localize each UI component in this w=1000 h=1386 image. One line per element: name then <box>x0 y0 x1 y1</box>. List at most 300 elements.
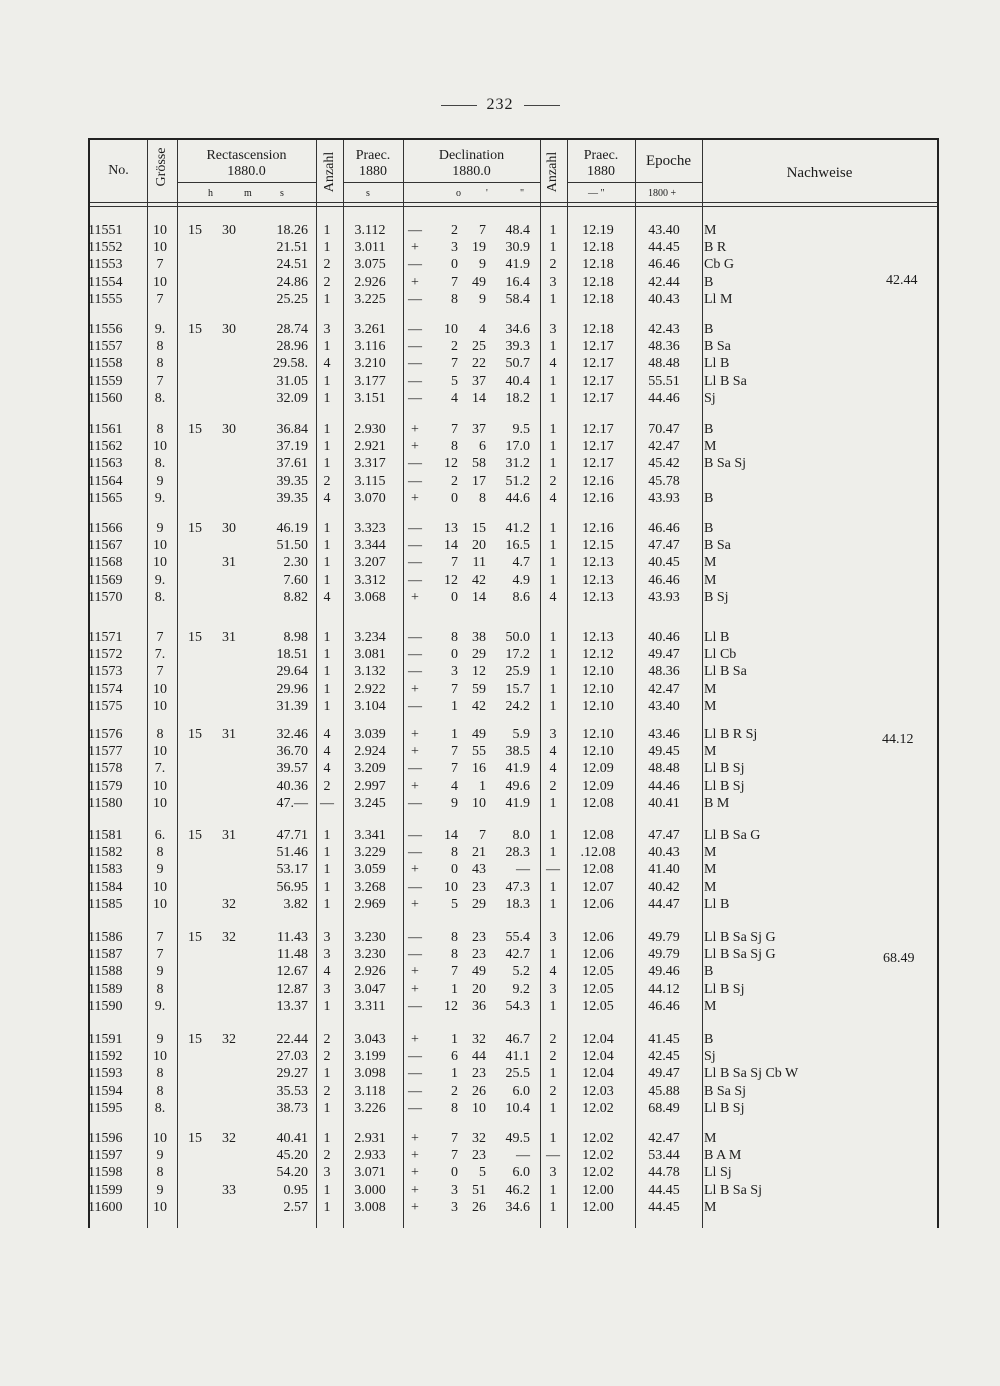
cell-s: 13.37 <box>276 998 308 1014</box>
col-rule <box>540 140 541 1228</box>
header-ra-epoch: 1880.0 <box>227 164 266 179</box>
cell-ep: 47.47 <box>648 538 680 554</box>
cell-n2: 4 <box>549 589 557 605</box>
cell-nw: B <box>704 322 714 337</box>
cell-dm: 29 <box>472 647 486 663</box>
header-decl-min: ' <box>486 188 488 199</box>
cell-ds: 6.0 <box>512 1165 530 1181</box>
cell-p1: 3.008 <box>354 1199 386 1215</box>
cell-ds: 31.2 <box>505 456 530 472</box>
cell-no: 11584 <box>88 879 123 895</box>
cell-ep: 42.47 <box>648 681 680 697</box>
cell-sg: — <box>408 473 422 489</box>
cell-n1: 1 <box>323 828 331 843</box>
cell-p2: 12.02 <box>582 1131 614 1146</box>
cell-sg: — <box>408 538 422 554</box>
cell-ds: — <box>516 862 530 878</box>
cell-n2: 1 <box>549 1182 557 1198</box>
cell-s: 8.82 <box>283 589 308 605</box>
cell-ep: 40.41 <box>648 795 680 811</box>
cell-n1: 1 <box>323 339 331 355</box>
margin-note: 42.44 <box>886 273 918 288</box>
cell-d: 7 <box>451 1131 458 1146</box>
cell-gr: 7 <box>156 664 164 680</box>
cell-p1: 3.230 <box>354 930 386 945</box>
cell-nw: M <box>704 744 717 760</box>
cell-nw: B <box>704 422 714 437</box>
cell-nw: Ll B Sa <box>704 664 747 680</box>
cell-n2: 2 <box>549 1083 557 1099</box>
cell-d: 7 <box>451 761 458 777</box>
cell-ds: 51.2 <box>505 473 530 489</box>
cell-no: 11588 <box>88 964 123 980</box>
cell-gr: 10 <box>153 555 167 571</box>
cell-p1: 3.312 <box>354 572 386 588</box>
cell-n2: 4 <box>549 356 557 372</box>
cell-sg: + <box>411 274 419 290</box>
cell-d: 2 <box>451 223 458 238</box>
cell-d: 3 <box>451 240 458 256</box>
cell-no: 11562 <box>88 439 123 455</box>
header-ra-s: s <box>280 188 284 199</box>
cell-no: 11551 <box>88 223 123 238</box>
cell-p2: 12.06 <box>582 947 614 963</box>
cell-sg: — <box>408 356 422 372</box>
cell-n1: 1 <box>323 1182 331 1198</box>
cell-nw: B Sa <box>704 339 731 355</box>
cell-n1: 2 <box>323 257 331 273</box>
cell-ds: 38.5 <box>505 744 530 760</box>
header-decl-deg: o <box>456 188 461 199</box>
cell-p2: 12.18 <box>582 257 614 273</box>
cell-d: 2 <box>451 473 458 489</box>
cell-n2: 1 <box>549 698 557 714</box>
cell-no: 11578 <box>88 761 123 777</box>
cell-ep: 44.46 <box>648 390 680 406</box>
cell-gr: 10 <box>153 879 167 895</box>
cell-p1: 2.930 <box>354 422 386 437</box>
cell-s: 29.58. <box>273 356 308 372</box>
header-epoche: Epoche <box>646 153 691 169</box>
cell-sg: — <box>408 828 422 843</box>
cell-d: 4 <box>451 390 458 406</box>
cell-p1: 2.924 <box>354 744 386 760</box>
cell-s: 24.86 <box>276 274 308 290</box>
cell-dm: 32 <box>472 1032 486 1047</box>
cell-p1: 3.199 <box>354 1049 386 1065</box>
cell-d: 12 <box>444 456 458 472</box>
cell-n2: 3 <box>549 1165 557 1181</box>
cell-ep: 49.47 <box>648 1066 680 1082</box>
cell-p2: 12.18 <box>582 240 614 256</box>
cell-s: 39.35 <box>276 490 308 506</box>
cell-p1: 2.926 <box>354 964 386 980</box>
cell-d: 9 <box>451 795 458 811</box>
cell-d: 7 <box>451 356 458 372</box>
cell-nw: Ll Cb <box>704 647 737 663</box>
cell-no: 11571 <box>88 630 123 645</box>
cell-p2: 12.10 <box>582 727 614 742</box>
cell-p1: 3.226 <box>354 1100 386 1116</box>
cell-s: 39.35 <box>276 473 308 489</box>
cell-p2: 12.18 <box>582 274 614 290</box>
cell-ds: 46.2 <box>505 1182 530 1198</box>
cell-sg: — <box>408 664 422 680</box>
cell-n2: 1 <box>549 1131 557 1146</box>
cell-p1: 3.043 <box>354 1032 386 1047</box>
cell-m: 32 <box>222 930 236 945</box>
cell-p2: 12.02 <box>582 1148 614 1164</box>
cell-n1: 4 <box>323 727 331 742</box>
cell-dm: 59 <box>472 681 486 697</box>
cell-ds: 49.6 <box>505 778 530 794</box>
cell-s: 18.26 <box>276 223 308 238</box>
cell-ds: 46.7 <box>505 1032 530 1047</box>
col-rule <box>147 140 148 1228</box>
cell-d: 1 <box>451 727 458 742</box>
cell-n1: 1 <box>323 1199 331 1215</box>
cell-nw: M <box>704 698 717 714</box>
cell-s: 7.60 <box>283 572 308 588</box>
cell-n1: 1 <box>323 647 331 663</box>
header-subrule <box>567 182 635 183</box>
cell-gr: 8 <box>156 422 164 437</box>
cell-nw: Ll B Sj <box>704 778 745 794</box>
cell-dm: 23 <box>472 1148 486 1164</box>
cell-n2: 1 <box>549 291 557 307</box>
cell-nw: Ll B Sa <box>704 373 747 389</box>
cell-no: 11592 <box>88 1049 123 1065</box>
cell-no: 11555 <box>88 291 123 307</box>
cell-nw: Ll B Sa Sj <box>704 1182 762 1198</box>
cell-n1: 2 <box>323 1148 331 1164</box>
cell-ep: 44.45 <box>648 1182 680 1198</box>
cell-dm: 22 <box>472 356 486 372</box>
cell-ds: 8.6 <box>512 589 530 605</box>
header-subrule <box>343 182 403 183</box>
cell-sg: — <box>408 257 422 273</box>
cell-ds: 9.2 <box>512 981 530 997</box>
col-rule <box>177 140 178 1228</box>
cell-p2: 12.00 <box>582 1199 614 1215</box>
cell-d: 10 <box>444 322 458 337</box>
cell-p1: 2.997 <box>354 778 386 794</box>
cell-dm: 49 <box>472 964 486 980</box>
cell-dm: 26 <box>472 1083 486 1099</box>
cell-nw: M <box>704 555 717 571</box>
cell-s: 37.61 <box>276 456 308 472</box>
cell-nw: Cb G <box>704 257 734 273</box>
cell-ds: 41.9 <box>505 761 530 777</box>
cell-dm: 29 <box>472 896 486 912</box>
cell-p2: 12.17 <box>582 390 614 406</box>
cell-s: 18.51 <box>276 647 308 663</box>
cell-h: 15 <box>188 422 202 437</box>
cell-no: 11570 <box>88 589 123 605</box>
cell-sg: + <box>411 490 419 506</box>
cell-s: 56.95 <box>276 879 308 895</box>
cell-s: 54.20 <box>276 1165 308 1181</box>
cell-n2: 1 <box>549 879 557 895</box>
cell-m: 31 <box>222 630 236 645</box>
cell-m: 30 <box>222 322 236 337</box>
cell-s: 11.43 <box>277 930 308 945</box>
cell-p1: 3.075 <box>354 257 386 273</box>
cell-gr: 9. <box>154 322 166 337</box>
cell-gr: 8 <box>156 981 164 997</box>
cell-d: 7 <box>451 681 458 697</box>
cell-sg: + <box>411 1199 419 1215</box>
cell-n1: 4 <box>323 761 331 777</box>
cell-ep: 53.44 <box>648 1148 680 1164</box>
cell-ds: 44.6 <box>505 490 530 506</box>
header-praec-2-year: 1880 <box>587 164 615 179</box>
cell-gr: 10 <box>153 681 167 697</box>
cell-sg: — <box>408 795 422 811</box>
cell-sg: + <box>411 589 419 605</box>
cell-s: 32.09 <box>276 390 308 406</box>
cell-dm: 12 <box>472 664 486 680</box>
cell-nw: B <box>704 521 714 536</box>
cell-sg: — <box>408 322 422 337</box>
cell-no: 11574 <box>88 681 123 697</box>
cell-d: 8 <box>451 1100 458 1116</box>
cell-n1: 1 <box>323 291 331 307</box>
cell-d: 7 <box>451 422 458 437</box>
cell-h: 15 <box>188 727 202 742</box>
cell-p2: 12.06 <box>582 896 614 912</box>
cell-ds: 40.4 <box>505 373 530 389</box>
cell-s: 3.82 <box>283 896 308 912</box>
cell-p2: 12.02 <box>582 1100 614 1116</box>
cell-n1: 1 <box>323 664 331 680</box>
page-number: 232 <box>486 96 514 113</box>
cell-dm: 43 <box>472 862 486 878</box>
cell-gr: 9 <box>156 1182 164 1198</box>
cell-nw: M <box>704 439 717 455</box>
cell-ep: 45.42 <box>648 456 680 472</box>
page-number-line <box>0 96 1000 114</box>
cell-dm: 36 <box>472 998 486 1014</box>
cell-p2: 12.13 <box>582 630 614 645</box>
cell-no: 11582 <box>88 845 123 861</box>
cell-n2: 1 <box>549 373 557 389</box>
col-rule <box>403 140 404 1228</box>
cell-n1: 3 <box>323 1165 331 1181</box>
cell-p2: 12.05 <box>582 981 614 997</box>
cell-d: 8 <box>451 291 458 307</box>
cell-d: 14 <box>444 538 458 554</box>
cell-no: 11583 <box>88 862 123 878</box>
header-anzahl-2: Anzahl <box>545 151 560 193</box>
cell-ep: 44.46 <box>648 778 680 794</box>
cell-p1: 3.234 <box>354 630 386 645</box>
cell-ep: 48.36 <box>648 339 680 355</box>
cell-s: 29.96 <box>276 681 308 697</box>
cell-ep: 40.43 <box>648 845 680 861</box>
cell-p2: 12.09 <box>582 761 614 777</box>
cell-ep: 40.45 <box>648 555 680 571</box>
cell-gr: 9 <box>156 1032 164 1047</box>
cell-ep: 44.47 <box>648 896 680 912</box>
cell-n2: 1 <box>549 538 557 554</box>
cell-ep: 40.43 <box>648 291 680 307</box>
cell-nw: M <box>704 681 717 697</box>
cell-sg: + <box>411 1131 419 1146</box>
cell-ds: 41.9 <box>505 795 530 811</box>
cell-p2: 12.17 <box>582 422 614 437</box>
cell-no: 11567 <box>88 538 123 554</box>
cell-sg: + <box>411 981 419 997</box>
cell-s: 37.19 <box>276 439 308 455</box>
cell-s: 24.51 <box>276 257 308 273</box>
cell-sg: + <box>411 439 419 455</box>
cell-ds: 55.4 <box>505 930 530 945</box>
cell-d: 2 <box>451 1083 458 1099</box>
cell-gr: 8 <box>156 727 164 742</box>
cell-sg: — <box>408 761 422 777</box>
cell-m: 32 <box>222 1032 236 1047</box>
cell-h: 15 <box>188 1032 202 1047</box>
cell-n1: 1 <box>323 1131 331 1146</box>
cell-ep: 40.46 <box>648 630 680 645</box>
cell-gr: 8 <box>156 845 164 861</box>
cell-no: 11599 <box>88 1182 123 1198</box>
cell-d: 12 <box>444 998 458 1014</box>
cell-no: 11553 <box>88 257 123 273</box>
cell-m: 31 <box>222 555 236 571</box>
cell-m: 31 <box>222 828 236 843</box>
cell-dm: 1 <box>479 778 486 794</box>
cell-no: 11575 <box>88 698 123 714</box>
cell-gr: 10 <box>153 744 167 760</box>
cell-gr: 6. <box>154 828 166 843</box>
catalog-table <box>88 138 939 1228</box>
cell-d: 0 <box>451 647 458 663</box>
cell-nw: M <box>704 862 717 878</box>
header-decl-epoch: 1880.0 <box>452 164 491 179</box>
cell-d: 8 <box>451 845 458 861</box>
cell-m: 32 <box>222 896 236 912</box>
cell-sg: — <box>408 930 422 945</box>
header-groesse: Grösse <box>154 147 169 187</box>
cell-n2: 4 <box>549 744 557 760</box>
cell-gr: 9 <box>156 1148 164 1164</box>
cell-p1: 3.116 <box>354 339 386 355</box>
cell-ep: 43.40 <box>648 698 680 714</box>
cell-h: 15 <box>188 322 202 337</box>
cell-sg: — <box>408 1100 422 1116</box>
cell-p1: 3.047 <box>354 981 386 997</box>
cell-n1: 2 <box>323 274 331 290</box>
cell-sg: — <box>408 339 422 355</box>
cell-ep: 40.42 <box>648 879 680 895</box>
cell-sg: + <box>411 1182 419 1198</box>
cell-no: 11577 <box>88 744 123 760</box>
cell-gr: 10 <box>153 698 167 714</box>
cell-ds: 42.7 <box>505 947 530 963</box>
cell-p2: 12.07 <box>582 879 614 895</box>
cell-gr: 8 <box>156 1066 164 1082</box>
cell-d: 14 <box>444 828 458 843</box>
cell-n2: 2 <box>549 257 557 273</box>
cell-gr: 10 <box>153 439 167 455</box>
cell-d: 8 <box>451 947 458 963</box>
cell-ds: 50.0 <box>505 630 530 645</box>
cell-no: 11589 <box>88 981 123 997</box>
cell-p1: 3.341 <box>354 828 386 843</box>
cell-no: 11552 <box>88 240 123 256</box>
cell-n1: 1 <box>323 845 331 861</box>
cell-p1: 3.104 <box>354 698 386 714</box>
cell-p2: 12.13 <box>582 589 614 605</box>
cell-dm: 10 <box>472 795 486 811</box>
cell-sg: + <box>411 778 419 794</box>
cell-s: 36.84 <box>276 422 308 437</box>
header-ra-title: Rectascension <box>206 148 287 163</box>
cell-p1: 3.323 <box>354 521 386 536</box>
cell-sg: + <box>411 1032 419 1047</box>
cell-p1: 3.000 <box>354 1182 386 1198</box>
cell-dm: 9 <box>479 291 486 307</box>
cell-dm: 49 <box>472 727 486 742</box>
cell-d: 0 <box>451 1165 458 1181</box>
cell-no: 11566 <box>88 521 123 536</box>
cell-p1: 3.068 <box>354 589 386 605</box>
cell-ep: 70.47 <box>648 422 680 437</box>
cell-no: 11557 <box>88 339 123 355</box>
cell-gr: 7. <box>154 761 166 777</box>
cell-nw: B <box>704 1032 714 1047</box>
cell-no: 11580 <box>88 795 123 811</box>
cell-dm: 32 <box>472 1131 486 1146</box>
cell-nw: Ll B Sa G <box>704 828 761 843</box>
header-praec-2-unit: — " <box>588 188 605 199</box>
cell-nw: M <box>704 572 717 588</box>
cell-ep: 44.78 <box>648 1165 680 1181</box>
cell-n2: 3 <box>549 930 557 945</box>
cell-dm: 49 <box>472 274 486 290</box>
cell-gr: 10 <box>153 1199 167 1215</box>
cell-d: 1 <box>451 1066 458 1082</box>
cell-n1: 1 <box>323 681 331 697</box>
cell-p1: 3.112 <box>354 223 386 238</box>
cell-ep: 46.46 <box>648 257 680 273</box>
cell-p1: 3.311 <box>354 998 386 1014</box>
cell-ep: 46.46 <box>648 521 680 536</box>
cell-nw: M <box>704 879 717 895</box>
cell-n2: 1 <box>549 1100 557 1116</box>
cell-ds: 50.7 <box>505 356 530 372</box>
cell-n2: 3 <box>549 274 557 290</box>
cell-ep: 45.88 <box>648 1083 680 1099</box>
cell-gr: 8 <box>156 1083 164 1099</box>
cell-nw: Ll B Sj <box>704 981 745 997</box>
cell-nw: Ll B Sa Sj Cb W <box>704 1066 799 1082</box>
cell-ds: 41.9 <box>505 257 530 273</box>
cell-p2: 12.19 <box>582 223 614 238</box>
cell-ep: 47.47 <box>648 828 680 843</box>
cell-ds: 41.1 <box>505 1049 530 1065</box>
cell-ep: 49.79 <box>648 947 680 963</box>
cell-nw: B <box>704 274 714 290</box>
cell-sg: — <box>408 456 422 472</box>
cell-d: 8 <box>451 439 458 455</box>
cell-p1: 2.931 <box>354 1131 386 1146</box>
cell-s: 46.19 <box>276 521 308 536</box>
cell-n1: 1 <box>323 1100 331 1116</box>
cell-no: 11558 <box>88 356 123 372</box>
